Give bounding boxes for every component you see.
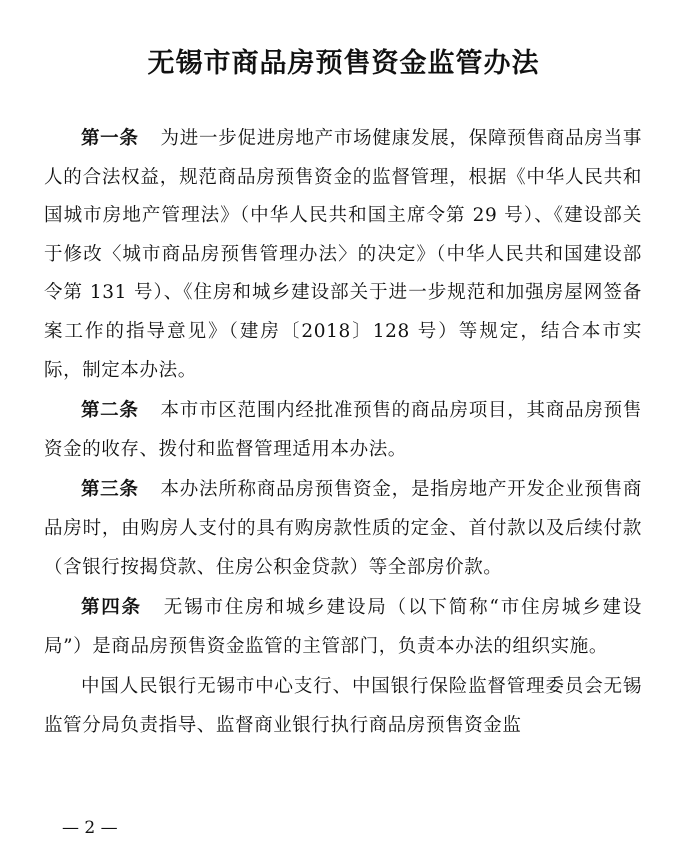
article-text: 本市市区范围内经批准预售的商品房项目，其商品房预售资金的收存、拨付和监督管理适用本办法。 xyxy=(44,400,642,460)
article-3 xyxy=(44,471,642,587)
document-title: 无锡市商品房预售资金监管办法 xyxy=(147,48,540,79)
article-label: 第一条 xyxy=(81,128,139,149)
article-text: 无锡市住房和城乡建设局（以下简称“市住房城乡建设局”）是商品房预售资金监管的主管部门，负责本办法的组织实施。 xyxy=(44,597,642,657)
article-label: 第三条 xyxy=(81,479,139,501)
document-body xyxy=(44,120,642,748)
article-2 xyxy=(44,392,642,469)
continuation-paragraph: 中国人民银行无锡市中心支行、中国银行保险监督管理委员会无锡监管分局负责指导、监督商业银行执行商品房预售资金监 xyxy=(44,676,642,736)
article-label: 第二条 xyxy=(81,400,139,422)
article-4 xyxy=(44,589,642,666)
article-text: 本办法所称商品房预售资金，是指房地产开发企业预售商品房时，由购房人支付的具有购房款性质的定金、首付款以及后续付款（含银行按揭贷款、住房公积金贷款）等全部房价款。 xyxy=(44,479,642,578)
page-number: — 2 — xyxy=(62,818,118,838)
article-label: 第四条 xyxy=(81,597,142,619)
article-text: 为进一步促进房地产市场健康发展，保障预售商品房当事人的合法权益，规范商品房预售资金的监督管理，根据《中华人民共和国城市房地产管理法》（中华人民共和国主席令第 29 号）、《建设部关于修改〈城市商品房预售管理办法〉的决定》（中华人民共和国建设部令第 131 号）、《住房和城乡建设部关于进一步规范和加强房屋网签备案工作的指导意见》（建房〔2018〕128 号）等规定，结合本市实际，制定本办法。 xyxy=(44,128,642,381)
article-1 xyxy=(44,120,642,390)
